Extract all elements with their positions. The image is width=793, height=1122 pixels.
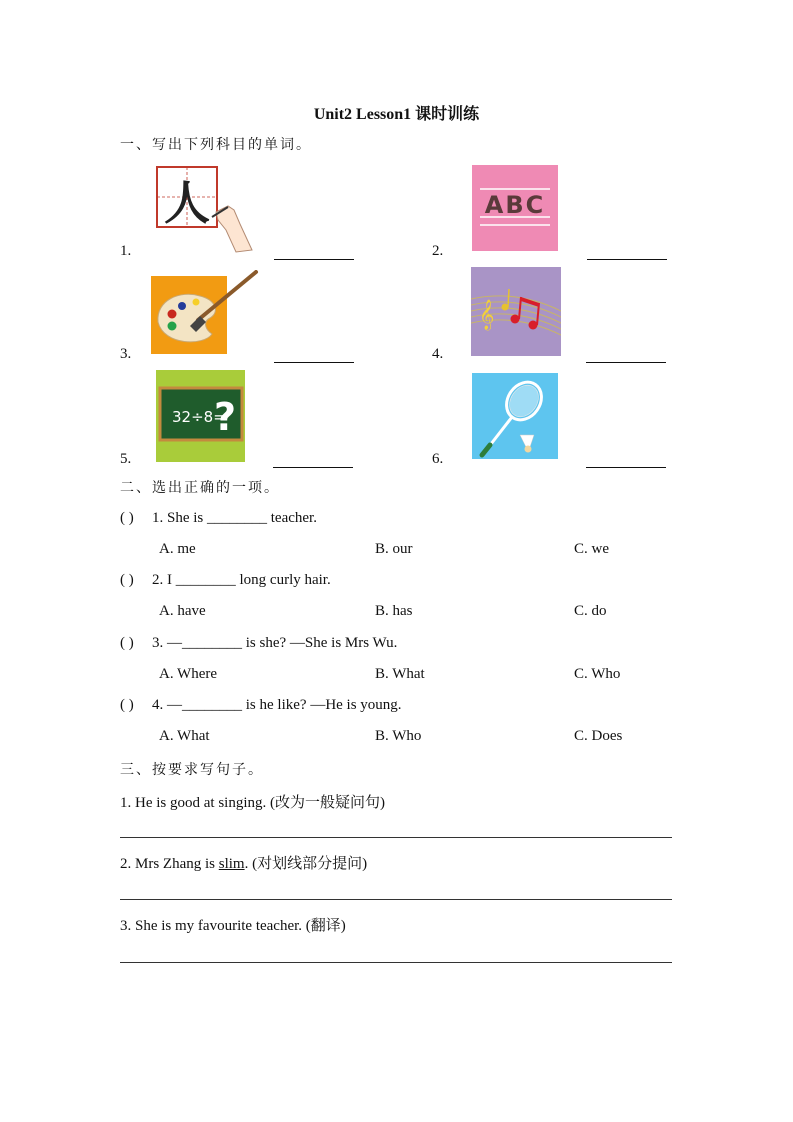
question-3-option-a: A. Where [159,666,218,682]
item-1-number: 1. [120,243,132,259]
svg-text:𝄞: 𝄞 [479,300,495,330]
sentence-3-prompt: 3. She is my favourite teacher. (翻译) [120,918,346,934]
item-4-number: 4. [432,346,444,362]
math-problem-text: 32÷8= [172,408,226,426]
chinese-character-icon [156,164,256,254]
question-4-option-a: A. What [159,728,210,744]
sentence-2-prompt [120,852,367,873]
sentence-1-answer-line[interactable] [120,837,672,838]
abc-english-icon [472,165,558,251]
item-3-number: 3. [120,346,132,362]
art-palette-icon [150,270,260,354]
question-3-option-b: B. What [375,666,425,682]
page-title: Unit2 Lesson1 课时训练 [313,106,480,123]
item-2-answer-blank[interactable] [587,258,667,260]
sentence-3-answer-line[interactable] [120,962,672,963]
question-1-option-b: B. our [375,541,413,557]
item-6-number: 6. [432,451,444,467]
svg-text:?: ? [214,395,237,439]
math-blackboard-icon [156,370,245,462]
question-2-text: 2. I ________ long curly hair. [152,572,331,588]
question-2-option-a: A. have [159,603,206,619]
character-glyph: 人 [164,176,210,230]
sentence-2-underlined: slim [218,856,245,872]
abc-glyph: ABC [484,191,546,219]
item-5-answer-blank[interactable] [273,466,353,468]
question-4-option-c: C. Does [574,728,623,744]
section-3-heading: 三、按要求写句子。 [120,762,264,778]
item-6-answer-blank[interactable] [586,466,666,468]
question-1-option-c: C. we [574,541,609,557]
music-notes-icon [471,267,561,356]
item-3-answer-blank[interactable] [274,361,354,363]
question-2-paren[interactable]: ( ) [120,572,134,588]
sentence-2-post: . (对划线部分提问) [244,856,368,872]
question-1-paren[interactable]: ( ) [120,510,134,526]
question-2-option-c: C. do [574,603,607,619]
sentence-2-answer-line[interactable] [120,899,672,900]
question-3-paren[interactable]: ( ) [120,635,134,651]
section-1-heading: 一、写出下列科目的单词。 [120,137,312,153]
item-4-answer-blank[interactable] [586,361,666,363]
item-1-answer-blank[interactable] [274,258,354,260]
question-1-text: 1. She is ________ teacher. [152,510,317,526]
question-3-text: 3. —________ is she? —She is Mrs Wu. [152,635,398,651]
section-2-heading: 二、选出正确的一项。 [120,480,280,496]
item-5-number: 5. [120,451,132,467]
sentence-1-prompt: 1. He is good at singing. (改为一般疑问句) [120,795,385,811]
sentence-2-pre: 2. Mrs Zhang is [120,856,219,872]
question-2-option-b: B. has [375,603,413,619]
question-4-paren[interactable]: ( ) [120,697,134,713]
question-1-option-a: A. me [159,541,196,557]
item-2-number: 2. [432,243,444,259]
question-4-option-b: B. Who [375,728,422,744]
question-4-text: 4. —________ is he like? —He is young. [152,697,402,713]
badminton-racket-icon [472,373,558,459]
question-3-option-c: C. Who [574,666,621,682]
